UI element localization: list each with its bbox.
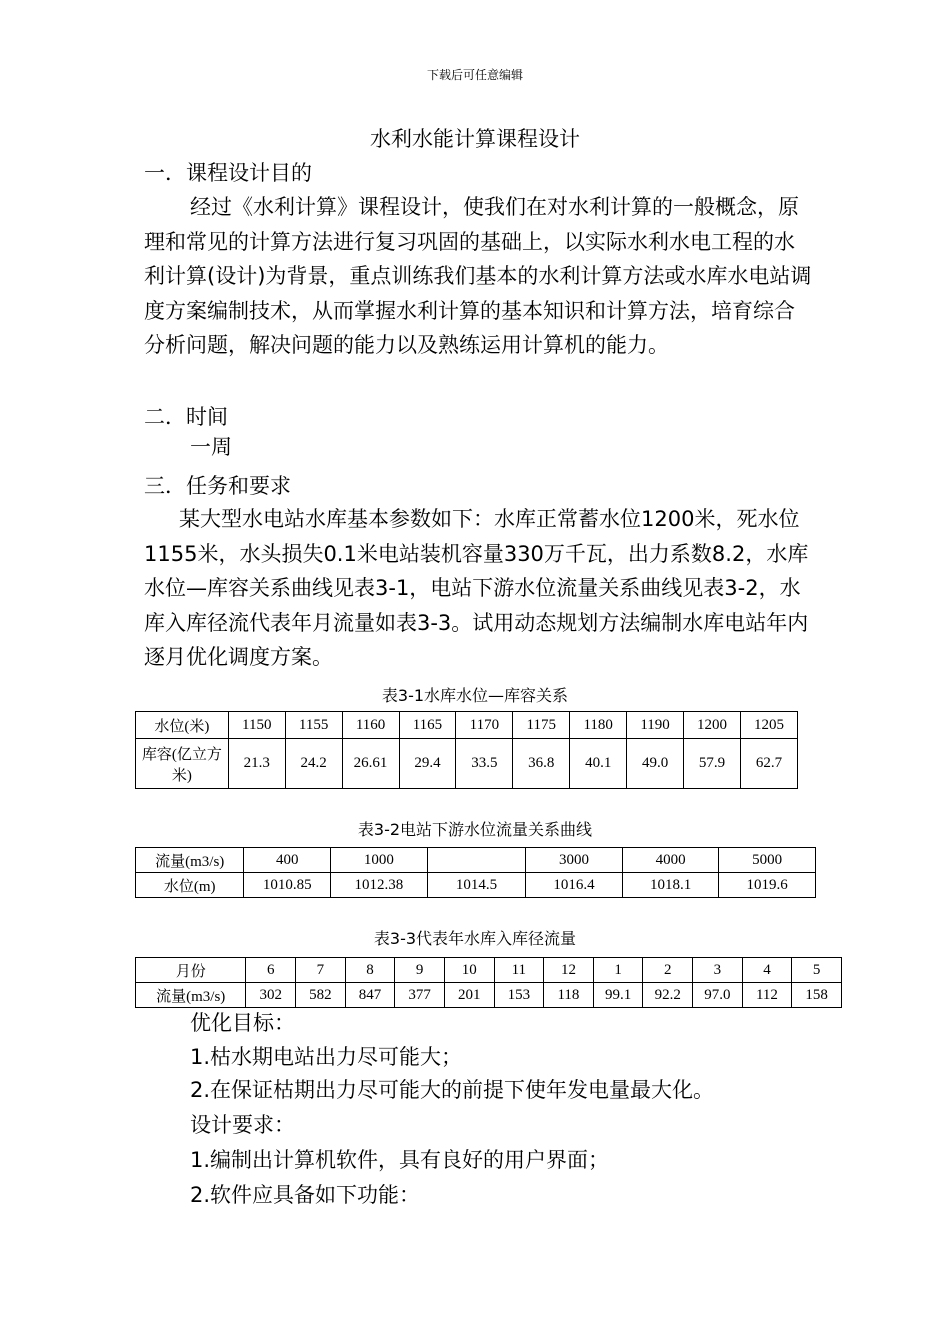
- row-label: 水位(m): [136, 873, 244, 898]
- table-cell: 4000: [622, 848, 719, 873]
- table-cell: 29.4: [399, 739, 456, 789]
- row-label: 水位(米): [136, 712, 229, 739]
- inflow-runoff-table: [135, 957, 842, 1008]
- requirement-2: 2.软件应具备如下功能：: [190, 1183, 421, 1207]
- table-cell: 1010.85: [244, 873, 331, 898]
- requirement-1: 1.编制出计算机软件，具有良好的用户界面；: [190, 1148, 610, 1172]
- table-cell: [427, 848, 526, 873]
- table-cell: 3000: [526, 848, 623, 873]
- table-cell: 1: [593, 958, 643, 983]
- table-cell: 400: [244, 848, 331, 873]
- table-cell: 1160: [342, 712, 399, 739]
- table-cell: 582: [296, 983, 346, 1008]
- row-label: 流量(m3/s): [136, 983, 246, 1008]
- table-cell: 1019.6: [719, 873, 816, 898]
- table-cell: 36.8: [513, 739, 570, 789]
- table-3-caption: 表3-3代表年水库入库径流量: [373, 929, 577, 948]
- section-1-paragraph: [144, 190, 812, 363]
- tailwater-flow-table: [135, 847, 816, 898]
- table-cell: 99.1: [593, 983, 643, 1008]
- table-2-caption: 表3-2电站下游水位流量关系曲线: [357, 820, 593, 839]
- goal-1: 1.枯水期电站出力尽可能大；: [190, 1045, 463, 1069]
- row-label: 月份: [136, 958, 246, 983]
- table-cell: 2: [643, 958, 693, 983]
- section-1-text: 经过《水利计算》课程设计，使我们在对水利计算的一般概念，原理和常见的计算方法进行复习巩固的基础上，以实际水利水电工程的水利计算(设计)为背景，重点训练我们基本的水利计算方法或水库水电站调度方案编制技术，从而掌握水利计算的基本知识和计算方法，培育综合分析问题，解决问题的能力以及熟练运用计算机的能力。: [144, 195, 812, 357]
- section-3-title: 三．任务和要求: [144, 474, 291, 498]
- table-cell: 847: [345, 983, 395, 1008]
- table-cell: 201: [444, 983, 494, 1008]
- table-cell: 92.2: [643, 983, 693, 1008]
- goal-2: 2.在保证枯期出力尽可能大的前提下使年发电量最大化。: [190, 1078, 715, 1102]
- table-cell: 11: [494, 958, 544, 983]
- table-cell: 97.0: [693, 983, 743, 1008]
- section-2-text: 一周: [190, 435, 232, 459]
- table-cell: 1180: [570, 712, 627, 739]
- table-cell: 3: [693, 958, 743, 983]
- table-cell: 49.0: [627, 739, 684, 789]
- goal-title: 优化目标：: [190, 1011, 295, 1035]
- table-cell: 10: [444, 958, 494, 983]
- table-cell: 1000: [331, 848, 428, 873]
- table-cell: 1200: [684, 712, 741, 739]
- table-row: [136, 739, 798, 789]
- table-cell: 118: [544, 983, 594, 1008]
- table-cell: 4: [742, 958, 792, 983]
- table-cell: 24.2: [285, 739, 342, 789]
- table-cell: 21.3: [228, 739, 285, 789]
- table-cell: 5000: [719, 848, 816, 873]
- table-row: [136, 958, 842, 983]
- table-cell: 26.61: [342, 739, 399, 789]
- table-cell: 40.1: [570, 739, 627, 789]
- table-row: [136, 873, 816, 898]
- section-3-text: 某大型水电站水库基本参数如下：水库正常蓄水位1200米，死水位1155米，水头损失0.1米电站装机容量330万千瓦，出力系数8.2，水库水位—库容关系曲线见表3-1，电站下游水位流量关系曲线见表3-2，水库入库径流代表年月流量如表3-3。试用动态规划方法编制水库电站年内逐月优化调度方案。: [144, 507, 809, 669]
- table-row: [136, 712, 798, 739]
- table-cell: 6: [246, 958, 296, 983]
- table-cell: 8: [345, 958, 395, 983]
- table-cell: 112: [742, 983, 792, 1008]
- table-cell: 12: [544, 958, 594, 983]
- table-cell: 5: [792, 958, 842, 983]
- table-cell: 1190: [627, 712, 684, 739]
- table-cell: 377: [395, 983, 445, 1008]
- reservoir-level-capacity-table: [135, 711, 798, 789]
- table-cell: 62.7: [740, 739, 797, 789]
- table-cell: 158: [792, 983, 842, 1008]
- section-2-title: 二．时间: [144, 405, 228, 429]
- table-row: [136, 848, 816, 873]
- table-cell: 1155: [285, 712, 342, 739]
- page-header: 下载后可任意编辑: [426, 68, 523, 82]
- table-cell: 1018.1: [622, 873, 719, 898]
- table-cell: 1165: [399, 712, 456, 739]
- table-cell: 1014.5: [427, 873, 526, 898]
- table-cell: 1016.4: [526, 873, 623, 898]
- table-cell: 33.5: [456, 739, 513, 789]
- table-cell: 9: [395, 958, 445, 983]
- row-label: 流量(m3/s): [136, 848, 244, 873]
- table-row: [136, 983, 842, 1008]
- table-cell: 1150: [228, 712, 285, 739]
- table-cell: 1175: [513, 712, 570, 739]
- table-cell: 57.9: [684, 739, 741, 789]
- table-cell: 153: [494, 983, 544, 1008]
- section-1-title: 一．课程设计目的: [144, 161, 312, 185]
- table-cell: 1170: [456, 712, 513, 739]
- section-3-paragraph: [144, 502, 812, 675]
- row-label: 库容(亿立方米): [136, 739, 229, 789]
- document-title: 水利水能计算课程设计: [370, 127, 580, 151]
- table-cell: 1012.38: [331, 873, 428, 898]
- table-cell: 7: [296, 958, 346, 983]
- requirements-title: 设计要求：: [190, 1113, 295, 1137]
- table-cell: 1205: [740, 712, 797, 739]
- table-1-caption: 表3-1水库水位—库容关系: [381, 686, 569, 705]
- table-cell: 302: [246, 983, 296, 1008]
